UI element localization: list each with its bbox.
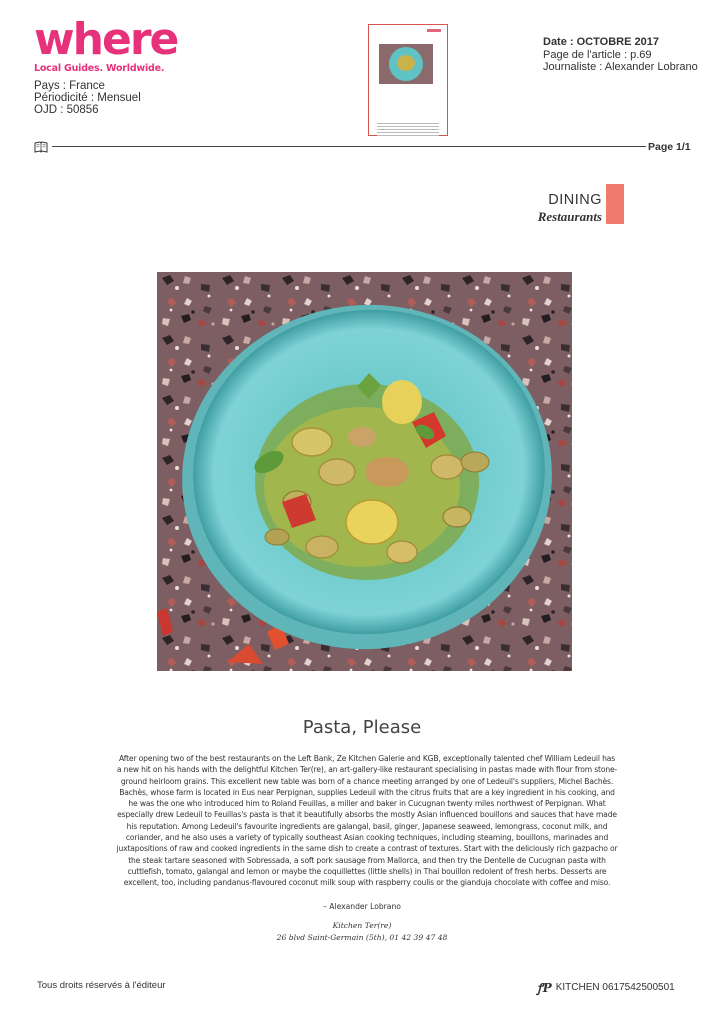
- periodicity: Périodicité : Mensuel: [34, 92, 141, 104]
- page-thumbnail: [368, 24, 448, 136]
- section-subtitle: Restaurants: [537, 209, 602, 224]
- section-title: DINING: [548, 192, 602, 208]
- date-label: Date :: [543, 36, 577, 48]
- where-logo: [34, 14, 178, 78]
- ojd: OJD : 50856: [34, 104, 99, 116]
- section-header: [450, 192, 602, 225]
- logo-tagline: Local Guides. Worldwide.: [34, 63, 165, 74]
- book-icon: [34, 141, 48, 153]
- venue-name: Kitchen Ter(re): [332, 921, 392, 930]
- footer-rights: Tous droits réservés à l'éditeur: [37, 980, 166, 991]
- page-number: Page 1/1: [648, 141, 691, 153]
- article-body: After opening two of the best restaurants on the Left Bank, Ze Kitchen Galerie and KGB, exceptionally talented chef William Ledeuil has a new hit on his hands with the delightful Kitchen Ter(re), an art-gallery-like restaurant specialising in pastas made with flour from stone-ground heirloom grains. This excellent new table was born of a chance meeting arranged by one of Ledeuil's suppliers, Michel Bachès. Bachès, whose farm is located in Eus near Perpignan, supplies Ledeuil with the citrus fruits that are a key ingredient in his cooking, and he was the one who introduced him to Roland Feuillas, a miller and baker in Cucugnan twenty miles northwest of Perpignan. What especially drew Ledeuil to Feuillas's pasta is that it beautifully absorbs the mostly Asian influenced bouillons and sauces that have made his reputation. Among Ledeuil's favourite ingredients are galangal, basil, ginger, Japanese seaweed, lemongrass, coconut milk, and coriander, and he also uses a variety of typically southeast Asian cooking techniques, including steaming, bouillons, marinades and juxtapositions of raw and cooked ingredients in the same dish to create a contrast of textures. Start with the deliciously rich gazpacho or the steak tartare seasoned with Sobressada, a soft pork sausage from Mallorca, and then try the Dentelle de Cucugnan pasta with cuttlefish, tomato, galangal and lemon or maybe the coquillettes (little shells) in Thai bouillon redolent of fresh herbs. Desserts are excellent, too, including pandanus-flavoured coconut milk soup with raspberry coulis or the gianduja chocolate with coffee and miso.: [116, 754, 618, 888]
- date-value: OCTOBRE 2017: [576, 36, 659, 48]
- pasta-dish-photo: [157, 272, 572, 671]
- article-headline: Pasta, Please: [302, 717, 422, 738]
- article-meta: [543, 36, 698, 74]
- date-line: [543, 36, 698, 49]
- section-accent-bar: [606, 184, 624, 224]
- page-ref: Page de l'article : p.69: [543, 48, 652, 61]
- country: Pays : France: [34, 80, 105, 92]
- footer-logo-mark: ꝭP: [537, 981, 552, 995]
- article-byline: – Alexander Lobrano: [323, 902, 401, 911]
- journalist: Journaliste : Alexander Lobrano: [543, 61, 698, 73]
- publication-meta: [34, 80, 141, 116]
- venue-address: 26 blvd Saint-Germain (5th), 01 42 39 47 48: [276, 933, 448, 942]
- header-divider: [52, 146, 646, 147]
- footer-code: KITCHEN 0617542500501: [555, 982, 675, 993]
- logo-word: where: [34, 14, 178, 65]
- footer-code-group: [537, 979, 675, 996]
